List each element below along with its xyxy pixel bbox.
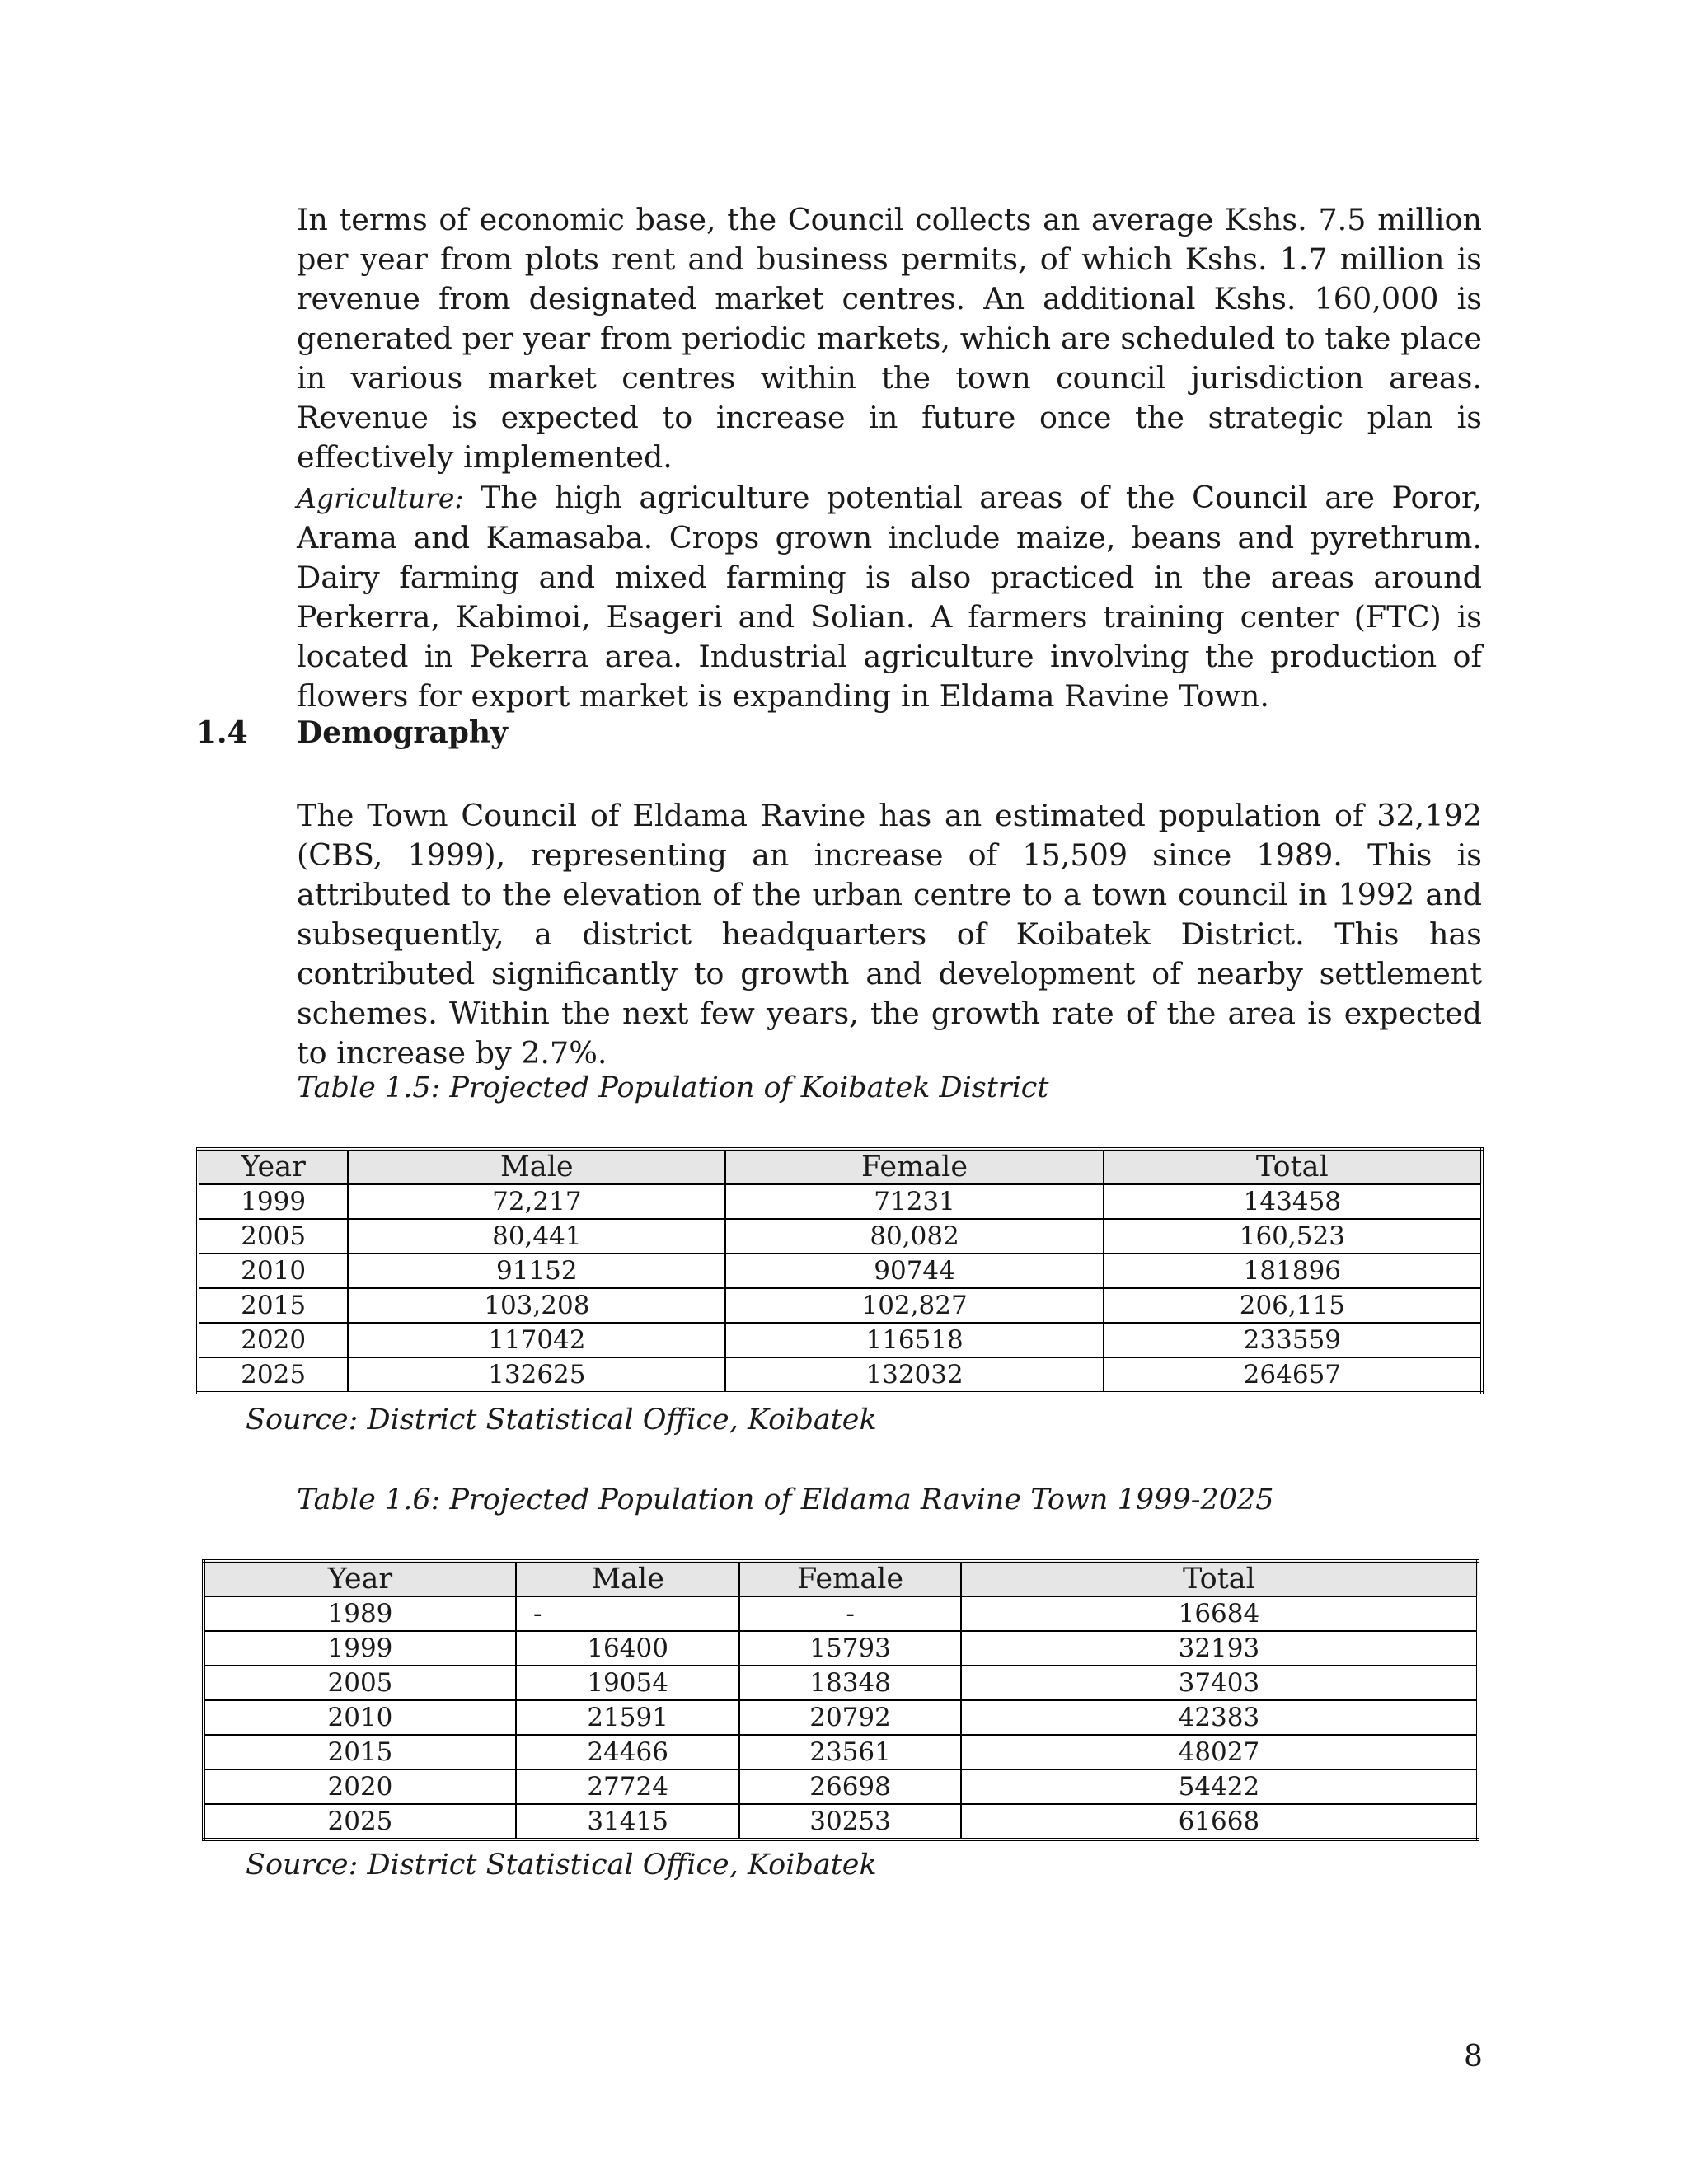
table-cell: 19054 bbox=[516, 1666, 739, 1700]
agriculture-paragraph bbox=[297, 478, 1482, 716]
table-cell: 2025 bbox=[198, 1357, 348, 1393]
table-cell: 1989 bbox=[204, 1596, 516, 1631]
column-header: Female bbox=[739, 1561, 961, 1596]
table-cell: 2005 bbox=[204, 1666, 516, 1700]
table1-caption: Table 1.5: Projected Population of Koibatek District bbox=[297, 1071, 1049, 1104]
table-cell: 72,217 bbox=[348, 1184, 725, 1219]
agriculture-label: Agriculture: bbox=[297, 482, 464, 514]
table-cell: 2005 bbox=[198, 1219, 348, 1254]
table-cell: 233559 bbox=[1104, 1323, 1482, 1357]
column-header: Female bbox=[725, 1149, 1103, 1184]
table-cell: 54422 bbox=[961, 1769, 1478, 1804]
table-row bbox=[204, 1666, 1478, 1700]
table-cell: 61668 bbox=[961, 1804, 1478, 1840]
table-cell: 30253 bbox=[739, 1804, 961, 1840]
column-header: Male bbox=[348, 1149, 725, 1184]
eldama-ravine-population-table bbox=[202, 1559, 1479, 1841]
column-header: Male bbox=[516, 1561, 739, 1596]
table-row bbox=[204, 1804, 1478, 1840]
table-cell: 90744 bbox=[725, 1254, 1103, 1288]
table-row bbox=[198, 1254, 1482, 1288]
table-cell: 181896 bbox=[1104, 1254, 1482, 1288]
table-cell: 103,208 bbox=[348, 1288, 725, 1323]
koibatek-population-table bbox=[196, 1147, 1484, 1394]
table-cell: 1999 bbox=[204, 1631, 516, 1666]
table-cell: 102,827 bbox=[725, 1288, 1103, 1323]
table-cell: 206,115 bbox=[1104, 1288, 1482, 1323]
table1-source: Source: District Statistical Office, Koibatek bbox=[246, 1404, 877, 1436]
table-cell: 2015 bbox=[198, 1288, 348, 1323]
table-row bbox=[198, 1219, 1482, 1254]
agriculture-text: The high agriculture potential areas of the Council are Poror, Arama and Kamasaba. Crops grown include maize, beans and pyrethrum. Dairy farming and mixed farming is also practiced in the areas around Perkerra, Kabimoi, Esageri and Solian. A farmers training center (FTC) is located in Pekerra area. Industrial agriculture involving the production of flowers for export market is expanding in Eldama Ravine Town. bbox=[297, 480, 1482, 714]
table-cell: 21591 bbox=[516, 1700, 739, 1735]
economic-base-paragraph: In terms of economic base, the Council collects an average Kshs. 7.5 million per year from plots rent and business permits, of which Kshs. 1.7 million is revenue from designated market centres. An additional Kshs. 160,000 is generated per year from periodic markets, which are scheduled to take place in various market centres within the town council jurisdiction areas. Revenue is expected to increase in future once the strategic plan is effectively implemented. bbox=[297, 202, 1482, 475]
table-cell: 42383 bbox=[961, 1700, 1478, 1735]
table-row bbox=[198, 1357, 1482, 1393]
table-cell: 16400 bbox=[516, 1631, 739, 1666]
table-cell: 132625 bbox=[348, 1357, 725, 1393]
table-cell: - bbox=[739, 1596, 961, 1631]
table-cell: 1999 bbox=[198, 1184, 348, 1219]
table-cell: 160,523 bbox=[1104, 1219, 1482, 1254]
table-cell: 2025 bbox=[204, 1804, 516, 1840]
table-row bbox=[204, 1596, 1478, 1631]
column-header: Year bbox=[198, 1149, 348, 1184]
table-cell: 2010 bbox=[204, 1700, 516, 1735]
table-cell: 80,441 bbox=[348, 1219, 725, 1254]
table-cell: - bbox=[516, 1596, 739, 1631]
table-cell: 31415 bbox=[516, 1804, 739, 1840]
table-cell: 24466 bbox=[516, 1735, 739, 1769]
table-cell: 80,082 bbox=[725, 1219, 1103, 1254]
table-row bbox=[204, 1700, 1478, 1735]
table-cell: 2020 bbox=[198, 1323, 348, 1357]
table-cell: 15793 bbox=[739, 1631, 961, 1666]
table2-caption: Table 1.6: Projected Population of Eldama Ravine Town 1999-2025 bbox=[297, 1483, 1274, 1516]
table-header-row bbox=[204, 1561, 1478, 1596]
table-cell: 2010 bbox=[198, 1254, 348, 1288]
table-cell: 143458 bbox=[1104, 1184, 1482, 1219]
table-cell: 264657 bbox=[1104, 1357, 1482, 1393]
table-cell: 2020 bbox=[204, 1769, 516, 1804]
table-row bbox=[204, 1631, 1478, 1666]
section-title: Demography bbox=[297, 715, 508, 750]
table-cell: 117042 bbox=[348, 1323, 725, 1357]
table-cell: 27724 bbox=[516, 1769, 739, 1804]
column-header: Year bbox=[204, 1561, 516, 1596]
table-header-row bbox=[198, 1149, 1482, 1184]
table-cell: 20792 bbox=[739, 1700, 961, 1735]
table-cell: 23561 bbox=[739, 1735, 961, 1769]
table-cell: 48027 bbox=[961, 1735, 1478, 1769]
column-header: Total bbox=[961, 1561, 1478, 1596]
column-header: Total bbox=[1104, 1149, 1482, 1184]
table-cell: 37403 bbox=[961, 1666, 1478, 1700]
table-row bbox=[204, 1769, 1478, 1804]
table-cell: 26698 bbox=[739, 1769, 961, 1804]
table-cell: 16684 bbox=[961, 1596, 1478, 1631]
table-cell: 116518 bbox=[725, 1323, 1103, 1357]
table-cell: 2015 bbox=[204, 1735, 516, 1769]
table-cell: 91152 bbox=[348, 1254, 725, 1288]
demography-paragraph: The Town Council of Eldama Ravine has an estimated population of 32,192 (CBS, 1999), representing an increase of 15,509 since 1989. This is attributed to the elevation of the urban centre to a town council in 1992 and subsequently, a district headquarters of Koibatek District. This has contributed significantly to growth and development of nearby settlement schemes. Within the next few years, the growth rate of the area is expected to increase by 2.7%. bbox=[297, 798, 1482, 1071]
table2-source: Source: District Statistical Office, Koibatek bbox=[246, 1849, 877, 1882]
table-row bbox=[204, 1735, 1478, 1769]
table-row bbox=[198, 1323, 1482, 1357]
page-number: 8 bbox=[1464, 2040, 1483, 2074]
table-cell: 18348 bbox=[739, 1666, 961, 1700]
table-cell: 71231 bbox=[725, 1184, 1103, 1219]
table-cell: 32193 bbox=[961, 1631, 1478, 1666]
table-cell: 132032 bbox=[725, 1357, 1103, 1393]
table-row bbox=[198, 1184, 1482, 1219]
table-row bbox=[198, 1288, 1482, 1323]
section-number: 1.4 bbox=[196, 715, 248, 750]
